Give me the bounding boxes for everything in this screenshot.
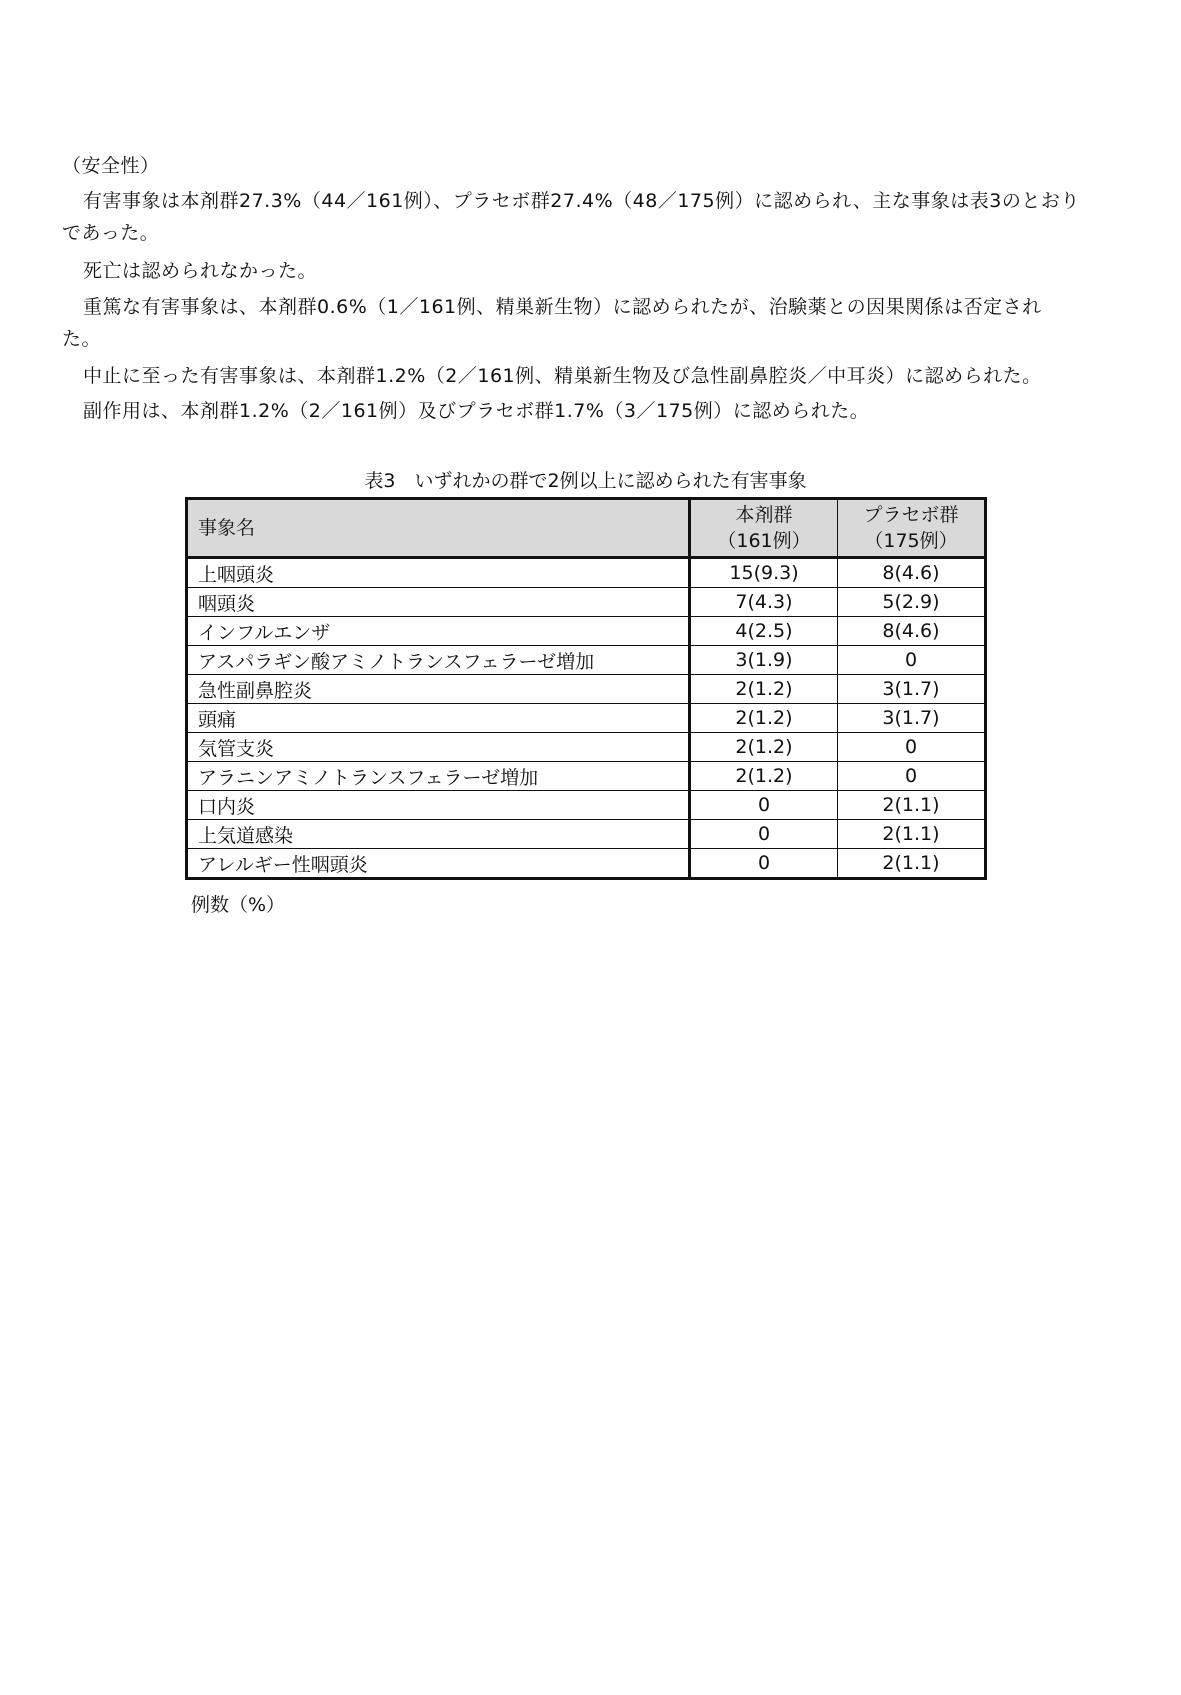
table-row <box>187 733 986 762</box>
placebo-value: 0 <box>838 646 986 675</box>
paragraph: 中止に至った有害事象は、本剤群1.2%（2／161例、精巣新生物及び急性副鼻腔炎／中耳炎）に認められた。 <box>83 365 1042 387</box>
paragraph: 副作用は、本剤群1.2%（2／161例）及びプラセボ群1.7%（3／175例）に認められた。 <box>83 400 870 422</box>
adverse-events-table <box>185 497 987 880</box>
drug-value: 4(2.5) <box>690 617 838 646</box>
section-heading: （安全性） <box>62 155 160 177</box>
table-row <box>187 704 986 733</box>
placebo-value: 3(1.7) <box>838 704 986 733</box>
table-row <box>187 558 986 588</box>
event-name: 急性副鼻腔炎 <box>187 675 690 704</box>
placebo-value: 8(4.6) <box>838 617 986 646</box>
event-name: アスパラギン酸アミノトランスフェラーゼ増加 <box>187 646 690 675</box>
table-row <box>187 617 986 646</box>
event-name: インフルエンザ <box>187 617 690 646</box>
paragraph: た。 <box>62 328 102 350</box>
table-header-row <box>187 499 986 558</box>
drug-value: 2(1.2) <box>690 733 838 762</box>
table-row <box>187 820 986 849</box>
paragraph: 有害事象は本剤群27.3%（44／161例）、プラセボ群27.4%（48／175例）に認められ、主な事象は表3のとおり <box>83 190 1080 212</box>
event-name: 上咽頭炎 <box>187 558 690 588</box>
header-placebo-group <box>838 499 986 558</box>
drug-value: 2(1.2) <box>690 762 838 791</box>
header-placebo-n: （175例） <box>864 530 958 552</box>
table-row <box>187 588 986 617</box>
event-name: アラニンアミノトランスフェラーゼ増加 <box>187 762 690 791</box>
header-drug-n: （161例） <box>717 530 811 552</box>
paragraph: であった。 <box>62 222 160 244</box>
placebo-value: 5(2.9) <box>838 588 986 617</box>
placebo-value: 0 <box>838 733 986 762</box>
event-name: 上気道感染 <box>187 820 690 849</box>
placebo-value: 0 <box>838 762 986 791</box>
drug-value: 0 <box>690 849 838 879</box>
unit-note: 例数（%） <box>191 894 286 916</box>
event-name: 口内炎 <box>187 791 690 820</box>
drug-value: 0 <box>690 791 838 820</box>
placebo-value: 2(1.1) <box>838 849 986 879</box>
header-drug-group <box>690 499 838 558</box>
table-row <box>187 762 986 791</box>
event-name: 頭痛 <box>187 704 690 733</box>
event-name: 気管支炎 <box>187 733 690 762</box>
drug-value: 7(4.3) <box>690 588 838 617</box>
placebo-value: 2(1.1) <box>838 791 986 820</box>
drug-value: 0 <box>690 820 838 849</box>
placebo-value: 3(1.7) <box>838 675 986 704</box>
header-drug-label: 本剤群 <box>735 504 793 526</box>
table-row <box>187 849 986 879</box>
drug-value: 2(1.2) <box>690 675 838 704</box>
drug-value: 3(1.9) <box>690 646 838 675</box>
drug-value: 15(9.3) <box>690 558 838 588</box>
placebo-value: 8(4.6) <box>838 558 986 588</box>
event-name: 咽頭炎 <box>187 588 690 617</box>
placebo-value: 2(1.1) <box>838 820 986 849</box>
table-row <box>187 646 986 675</box>
event-name: アレルギー性咽頭炎 <box>187 849 690 879</box>
paragraph: 死亡は認められなかった。 <box>83 260 318 282</box>
table-row <box>187 675 986 704</box>
paragraph: 重篤な有害事象は、本剤群0.6%（1／161例、精巣新生物）に認められたが、治験薬との因果関係は否定され <box>83 296 1042 318</box>
table-row <box>187 791 986 820</box>
header-event-name: 事象名 <box>187 499 690 558</box>
table-caption: 表3 いずれかの群で2例以上に認められた有害事象 <box>364 470 807 492</box>
drug-value: 2(1.2) <box>690 704 838 733</box>
header-placebo-label: プラセボ群 <box>863 504 959 526</box>
